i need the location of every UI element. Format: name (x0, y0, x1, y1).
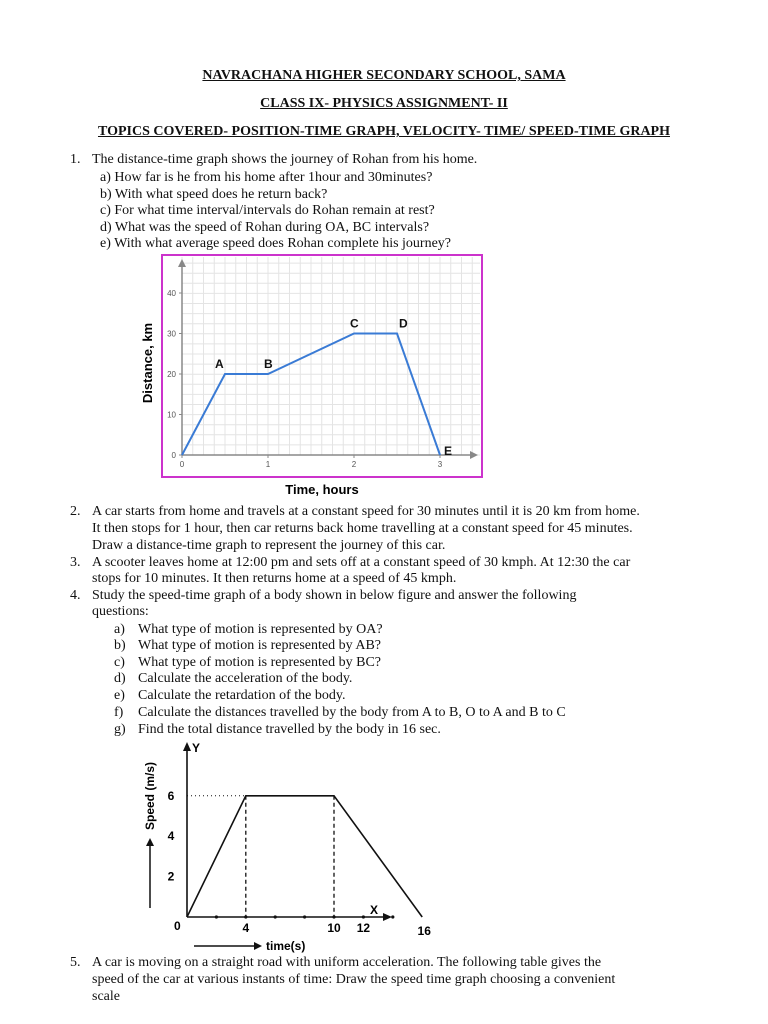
chart1-point-label-A: A (215, 357, 224, 371)
q4-sub-g-label: g) (114, 722, 126, 737)
chart1-y-tick-label: 0 (171, 451, 176, 460)
q4-sub-f-label: f) (114, 705, 124, 720)
chart1-point-label-E: E (444, 444, 453, 458)
chart1-y-tick-label: 20 (167, 370, 176, 379)
distance-time-graph (130, 250, 500, 500)
q5-line-2: speed of the car at various instants of time: Draw the speed time graph choosing a convenient (92, 972, 616, 987)
q2-line-3: Draw a distance-time graph to represent the journey of this car. (92, 538, 446, 553)
chart2-x-tick-label: 16 (417, 924, 431, 938)
chart2-x-arrow (383, 913, 392, 921)
q3-line-1: A scooter leaves home at 12:00 pm and sets off at a constant speed of 30 kmph. At 12:30 the car (92, 555, 631, 570)
q3-line-2: stops for 10 minutes. It then returns home at a speed of 45 kmph. (92, 571, 457, 586)
school-name: NAVRACHANA HIGHER SECONDARY SCHOOL, SAMA (202, 68, 566, 83)
chart1-point-label-B: B (264, 357, 273, 371)
chart2-x-dot (215, 915, 218, 918)
q4-sub-g-text: Find the total distance travelled by the body in 16 sec. (138, 722, 441, 737)
chart2-x-tick-label: 12 (356, 921, 371, 935)
chart2-series-line (187, 796, 422, 917)
topics-covered: TOPICS COVERED- POSITION-TIME GRAPH, VELOCITY- TIME/ SPEED-TIME GRAPH (97, 124, 670, 139)
chart2-y-label-arrow-head (146, 838, 154, 846)
q4-sub-c-text: What type of motion is represented by BC? (138, 655, 381, 670)
chart2-x-label-arrow-head (254, 942, 262, 950)
q1-sub-a: a) How far is he from his home after 1hour and 30minutes? (100, 170, 433, 185)
chart2-x-axis-name: X (370, 903, 379, 917)
q4-sub-a-label: a) (114, 622, 125, 637)
q4-sub-d-label: d) (114, 671, 126, 686)
chart1-point-label-D: D (399, 316, 408, 331)
q2-line-1: A car starts from home and travels at a constant speed for 30 minutes until it is 20 km from home. (92, 504, 640, 519)
chart2-y-arrow (183, 742, 191, 751)
q2-number: 2. (70, 504, 81, 519)
speed-time-graph (130, 736, 431, 956)
chart1-x-tick-label: 3 (437, 460, 443, 469)
q3-number: 3. (70, 555, 81, 570)
q5-number: 5. (70, 955, 81, 970)
q4-sub-a-text: What type of motion is represented by OA? (138, 622, 383, 637)
chart2-x-dot (303, 915, 306, 918)
q5-line-3: scale (92, 989, 120, 1004)
q1-sub-c: c) For what time interval/intervals do Rohan remain at rest? (100, 203, 435, 218)
chart1-point-label-C: C (350, 316, 359, 331)
q1-sub-b: b) With what speed does he return back? (100, 187, 328, 202)
chart1-y-tick-label: 40 (167, 289, 176, 298)
chart2-y-label: Speed (m/s) (143, 761, 157, 831)
q4-sub-e-label: e) (114, 688, 125, 703)
q4-sub-c-label: c) (114, 655, 125, 670)
chart2-y-tick-label: 4 (167, 829, 175, 844)
chart2-x-tick-label: 4 (242, 921, 250, 935)
chart2-origin-label: 0 (174, 919, 181, 933)
q1-sub-e: e) With what average speed does Rohan complete his journey? (100, 236, 452, 251)
chart2-x-dot (274, 915, 277, 918)
q1-sub-d: d) What was the speed of Rohan during OA, BC intervals? (100, 220, 430, 235)
chart1-x-tick-label: 1 (265, 460, 271, 469)
q1-text: The distance-time graph shows the journey of Rohan from his home. (92, 152, 478, 167)
q1-number: 1. (70, 152, 81, 167)
chart2-x-dot (362, 915, 365, 918)
chart2-y-tick-label: 2 (167, 869, 175, 884)
q4-sub-d-text: Calculate the acceleration of the body. (138, 671, 353, 686)
chart2-x-dot (391, 915, 394, 918)
q4-sub-f-text: Calculate the distances travelled by the body from A to B, O to A and B to C (138, 705, 566, 720)
assignment-title: CLASS IX- PHYSICS ASSIGNMENT- II (260, 96, 508, 111)
q5-line-1: A car is moving on a straight road with uniform acceleration. The following table gives the (92, 955, 602, 970)
chart2-x-label: time(s) (266, 939, 306, 953)
chart2-y-tick-label: 6 (167, 788, 175, 803)
q4-sub-e-text: Calculate the retardation of the body. (138, 688, 346, 703)
q2-line-2: It then stops for 1 hour, then car returns back home travelling at a constant speed for 45 minutes. (92, 521, 633, 536)
q4-sub-b-label: b) (114, 638, 126, 653)
chart1-x-label: Time, hours (285, 482, 359, 497)
chart2-y-axis-name: Y (192, 741, 201, 755)
chart1-y-tick-label: 10 (167, 410, 176, 420)
chart1-x-tick-label: 0 (179, 460, 185, 469)
q4-sub-b-text: What type of motion is represented by AB? (138, 638, 381, 653)
q4-line-2: questions: (92, 604, 149, 619)
chart1-x-tick-label: 2 (351, 460, 357, 469)
q4-number: 4. (70, 588, 81, 603)
chart1-y-label: Distance, km (140, 322, 155, 404)
chart1-y-tick-label: 30 (167, 329, 176, 339)
chart2-x-tick-label: 10 (327, 921, 341, 935)
q4-line-1: Study the speed-time graph of a body shown in below figure and answer the following (92, 588, 577, 603)
